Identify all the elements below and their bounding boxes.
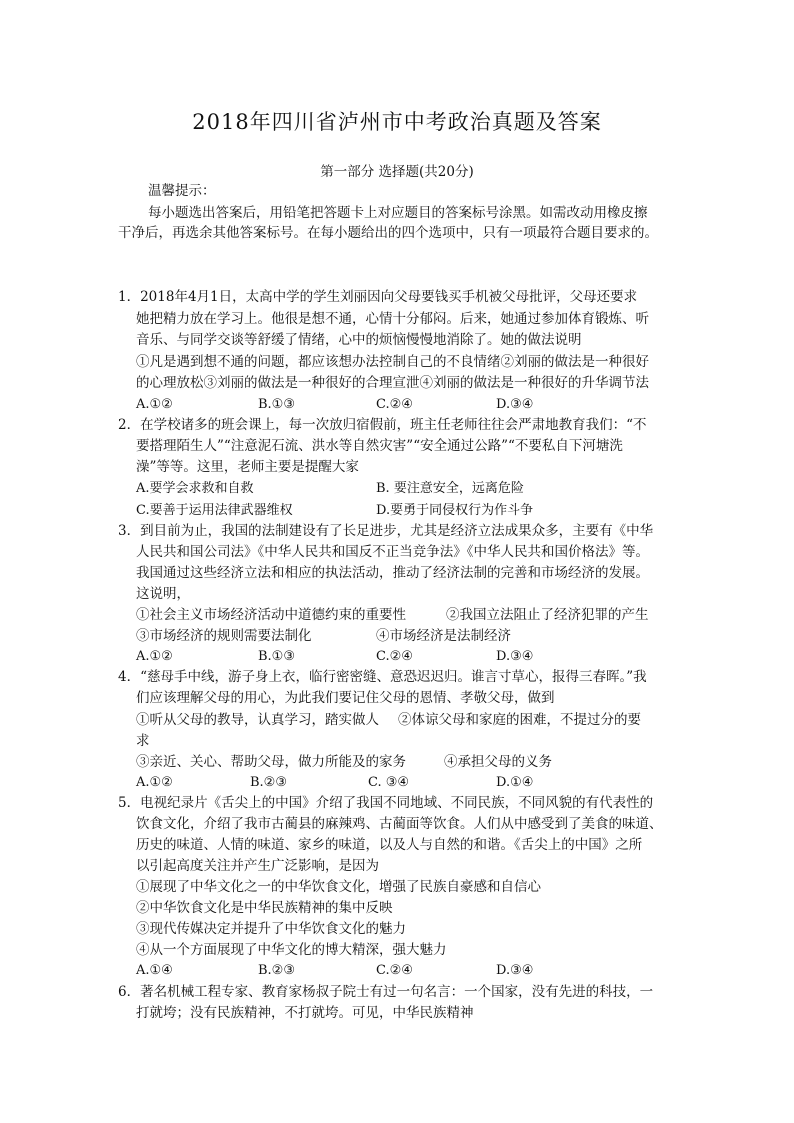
page-title: 2018年四川省泸州市中考政治真题及答案 [192, 110, 602, 134]
option-d: D.③④ [496, 963, 534, 978]
option-b: B.①③ [258, 397, 295, 412]
option-c: C.②④ [376, 649, 413, 664]
question-5-line: 饮食文化，介绍了我市古蔺县的麻辣鸡、古蔺面等饮食。人们从中感受到了美食的味道、 [136, 816, 663, 832]
option-c: C.②④ [376, 963, 413, 978]
option-a: A.①② [136, 775, 173, 790]
question-3-line: 我国通过这些经济立法和相应的执法活动，推动了经济法制的完善和市场经济的发展。 [136, 565, 649, 581]
question-4-item: ③亲近、关心、帮助父母，做力所能及的家务 [136, 754, 406, 770]
option-a: A.要学会求救和自救 [136, 481, 254, 496]
question-3-line: 人民共和国公司法》《中华人民共和国反不正当竞争法》《中华人民共和国价格法》等。 [136, 544, 649, 560]
question-2-line: 2．在学校诸多的班会课上，每一次放归宿假前，班主任老师往往会严肃地教育我们：“不 [118, 417, 647, 433]
option-b: B.②③ [258, 963, 295, 978]
question-2-line: 澡”等等。这里，老师主要是提醒大家 [136, 459, 359, 475]
question-3-item: ③市场经济的规则需要法制化 [136, 628, 312, 644]
option-c: C. ③④ [368, 775, 410, 790]
question-4-item: 求 [136, 733, 150, 749]
question-3-line: 这说明， [136, 586, 190, 602]
tip-line: 每小题选出答案后，用铅笔把答题卡上对应题目的答案标号涂黑。如需改动用橡皮擦 [148, 205, 648, 221]
question-3-item: ①社会主义市场经济活动中道德约束的重要性 [136, 607, 406, 623]
question-1-line: 的心理放松③刘丽的做法是一种很好的合理宣泄④刘丽的做法是一种很好的升华调节法 [136, 375, 649, 391]
question-4-line: 4．“慈母手中线，游子身上衣，临行密密缝、意恐迟迟归。谁言寸草心，报得三春晖。”我 [118, 669, 647, 685]
question-4-item: ④承担父母的义务 [444, 754, 552, 770]
option-d: D.①④ [496, 775, 534, 790]
question-4-item: ②体谅父母和家庭的困难，不提过分的要 [398, 712, 641, 728]
question-5-item: ④从一个方面展现了中华文化的博大精深，强大魅力 [136, 942, 447, 958]
question-3-item: ②我国立法阻止了经济犯罪的产生 [446, 607, 649, 623]
question-5-item: ①展现了中华文化之一的中华饮食文化，增强了民族自豪感和自信心 [136, 879, 541, 895]
question-6-line: 6．著名机械工程专家、教育家杨叔子院士有过一句名言：一个国家，没有先进的科技，一 [118, 984, 654, 1000]
option-a: A.①② [136, 649, 173, 664]
option-c: C.要善于运用法律武器维权 [136, 503, 293, 518]
tip-line: 干净后，再选余其他答案标号。在每小题给出的四个选项中，只有一项最符合题目要求的。 [118, 225, 658, 241]
question-4-line: 们应该理解父母的用心，为此我们要记住父母的恩情、孝敬父母，做到 [136, 690, 555, 706]
question-5-line: 以引起高度关注并产生广泛影响，是因为 [136, 858, 379, 874]
question-5-item: ③现代传媒决定并提升了中华饮食文化的魅力 [136, 921, 406, 937]
question-1-line: ①凡是遇到想不通的问题，都应该想办法控制自己的不良情绪②刘丽的做法是一种很好 [136, 354, 649, 370]
question-1-line: 她把精力放在学习上。他很是想不通，心情十分郁闷。后来，她通过参加体育锻炼、听 [136, 311, 649, 327]
question-5-line: 历史的味道、人情的味道、家乡的味道，以及人与自然的和谐。《舌尖上的中国》之所 [136, 837, 643, 853]
question-4-item: ①听从父母的教导，认真学习，踏实做人 [136, 712, 379, 728]
question-3-line: 3．到目前为止，我国的法制建设有了长足进步，尤其是经济立法成果众多，主要有《中华 [118, 523, 654, 539]
option-b: B.①③ [258, 649, 295, 664]
option-b: B. 要注意安全，远离危险 [376, 481, 524, 496]
option-d: D.③④ [496, 397, 534, 412]
question-1-line: 1．2018年4月1日，太高中学的学生刘丽因向父母要钱买手机被父母批评，父母还要求 [118, 289, 638, 305]
option-d: D.③④ [496, 649, 534, 664]
part-title: 第一部分 选择题(共20分) [320, 164, 474, 180]
option-c: C.②④ [376, 397, 413, 412]
question-2-line: 要搭理陌生人”“注意泥石流、洪水等自然灾害”“安全通过公路”“不要私自下河塘洗 [136, 438, 623, 454]
question-5-line: 5．电视纪录片《舌尖上的中国》介绍了我国不同地域、不同民族，不同风貌的有代表性的 [118, 795, 654, 811]
question-5-item: ②中华饮食文化是中华民族精神的集中反映 [136, 900, 393, 916]
option-b: B.②③ [250, 775, 287, 790]
option-d: D.要勇于同侵权行为作斗争 [376, 503, 534, 518]
question-1-line: 音乐、与同学交谈等舒缓了情绪，心中的烦恼慢慢地消除了。她的做法说明 [136, 332, 582, 348]
option-a: A.①② [136, 397, 173, 412]
question-3-item: ④市场经济是法制经济 [376, 628, 511, 644]
option-a: A.①④ [136, 963, 173, 978]
question-6-line: 打就垮；没有民族精神，不打就垮。可见，中华民族精神 [136, 1005, 474, 1021]
tip-label: 温馨提示： [148, 183, 216, 199]
